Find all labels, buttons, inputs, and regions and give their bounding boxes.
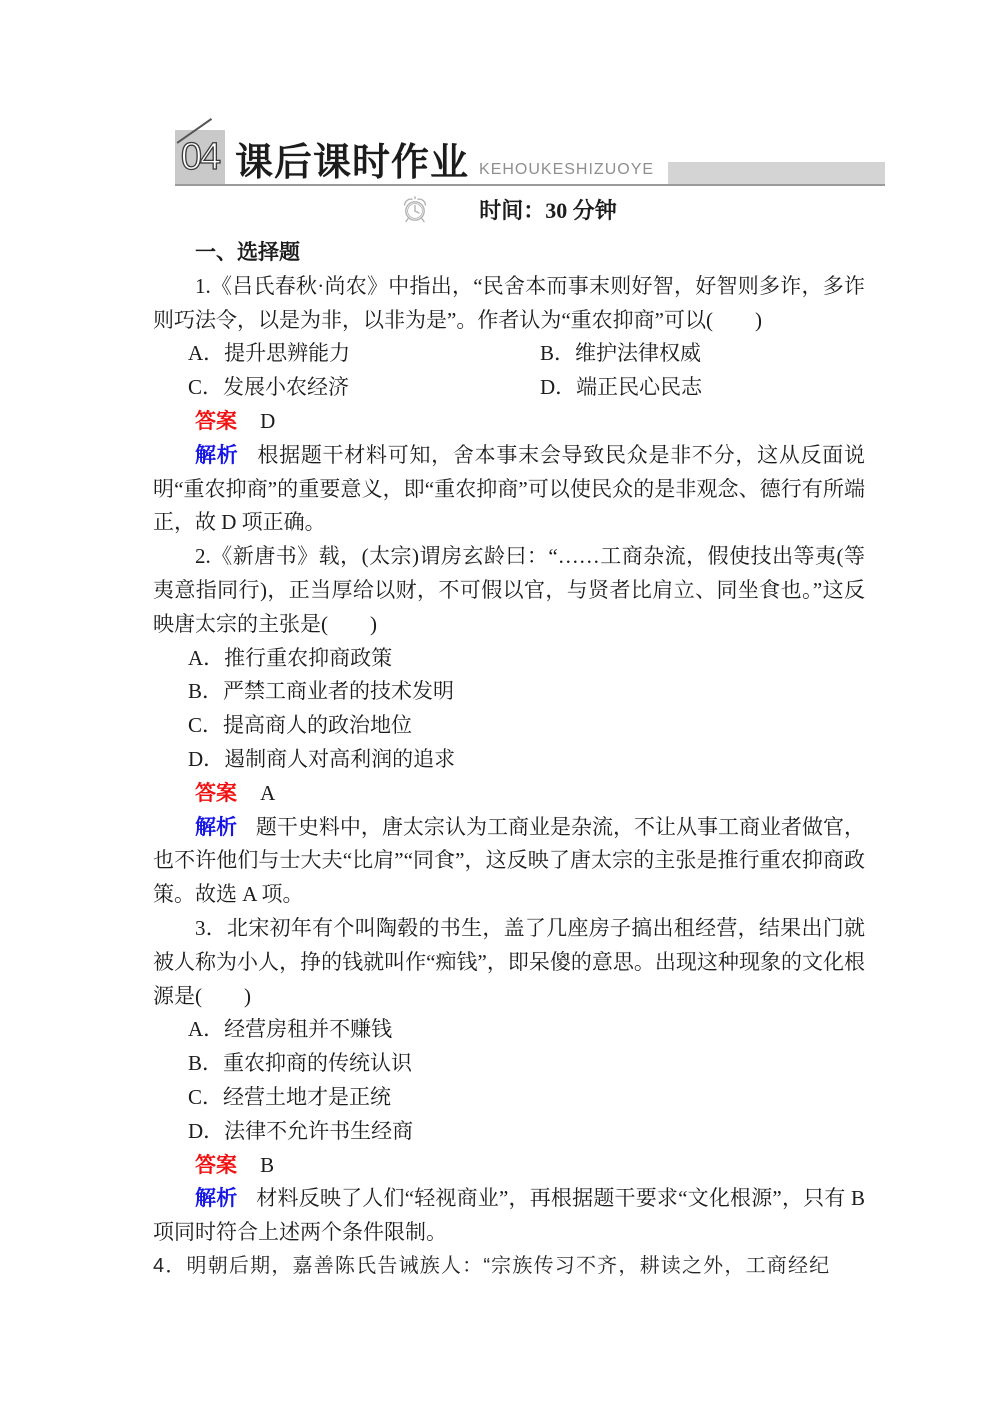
option-c: C．经营土地才是正统	[188, 1084, 392, 1109]
time-row	[153, 193, 865, 225]
next-question-preview: 4．明朝后期，嘉善陈氏告诫族人：“宗族传习不齐，耕读之外，工商经纪	[153, 1254, 831, 1277]
answer-label: 答案	[195, 781, 237, 805]
option-b: B．维护法律权威	[540, 341, 702, 366]
option-d: D．端正民心民志	[540, 375, 703, 400]
analysis-label: 解析	[195, 815, 238, 839]
option-a: A．推行重农抑商政策	[188, 645, 393, 670]
answer-row	[153, 1149, 865, 1183]
alarm-clock-icon	[401, 194, 429, 224]
analysis-row	[153, 439, 865, 540]
section-title: 一、选择题	[195, 240, 300, 264]
analysis-text: 题干史料中，唐太宗认为工商业是杂流，不让从事工商业者做官，也不许他们与士大夫“比肩”“同食”，这反映了唐太宗的主张是推行重农抑商政策。故选 A 项。	[153, 814, 866, 907]
answer-label: 答案	[195, 409, 237, 433]
analysis-label: 解析	[195, 443, 239, 467]
page-title: 课后课时作业	[235, 142, 470, 184]
banner-bar-decoration	[668, 162, 885, 184]
option-a: A．提升思辨能力	[188, 341, 351, 366]
analysis-text: 材料反映了人们“轻视商业”，再根据题干要求“文化根源”，只有 B 项同时符合上述两个条件限制。	[153, 1186, 865, 1245]
time-limit-text: 时间：30 分钟	[479, 197, 617, 223]
answer-row	[153, 777, 865, 811]
option-d: D．遏制商人对高利润的追求	[188, 746, 456, 771]
option-b: B．严禁工商业者的技术发明	[188, 679, 455, 704]
question-3	[153, 912, 865, 1250]
exercise-body	[153, 236, 865, 1284]
answer-value: A	[260, 780, 276, 805]
analysis-row	[153, 811, 865, 912]
page-content	[153, 124, 865, 1284]
banner	[175, 124, 885, 186]
question-stem: 1.《吕氏春秋·尚农》中指出，“民舍本而事末则好智，好智则多诈，多诈则巧法令，以是为非，以非为是”。作者认为“重农抑商”可以( )	[153, 273, 865, 332]
option-c: C．提高商人的政治地位	[188, 713, 413, 738]
question-1	[153, 270, 865, 540]
question-stem: 2.《新唐书》载，(太宗)谓房玄龄曰：“……工商杂流，假使技出等夷(等夷意指同行)，正当厚给以财，不可假以官，与贤者比肩立、同坐食也。”这反映唐太宗的主张是( )	[153, 544, 865, 636]
analysis-text: 根据题干材料可知，舍本事末会导致民众是非不分，这从反面说明“重农抑商”的重要意义，即“重农抑商”可以使民众的是非观念、德行有所端正，故 D 项正确。	[153, 442, 866, 535]
question-stem: 3．北宋初年有个叫陶毂的书生，盖了几座房子搞出租经营，结果出门就被人称为小人，挣的钱就叫作“痴钱”，即呆傻的意思。出现这种现象的文化根源是( )	[153, 915, 865, 1008]
lesson-number-badge	[175, 130, 225, 184]
answer-value: B	[260, 1152, 275, 1177]
question-2	[153, 540, 865, 912]
page-title-pinyin: KEHOUKESHIZUOYE	[479, 161, 655, 178]
lesson-number: 04	[180, 136, 220, 178]
option-c: C．发展小农经济	[188, 375, 350, 400]
option-b: B．重农抑商的传统认识	[188, 1051, 413, 1076]
option-d: D．法律不允许书生经商	[188, 1118, 414, 1143]
question-options	[153, 642, 865, 777]
analysis-row	[153, 1182, 865, 1250]
answer-value: D	[260, 408, 276, 433]
question-options	[153, 337, 865, 405]
answer-label: 答案	[195, 1153, 237, 1177]
question-options	[153, 1013, 865, 1148]
answer-row	[153, 405, 865, 439]
option-a: A．经营房租并不赚钱	[188, 1017, 393, 1042]
analysis-label: 解析	[195, 1187, 238, 1211]
